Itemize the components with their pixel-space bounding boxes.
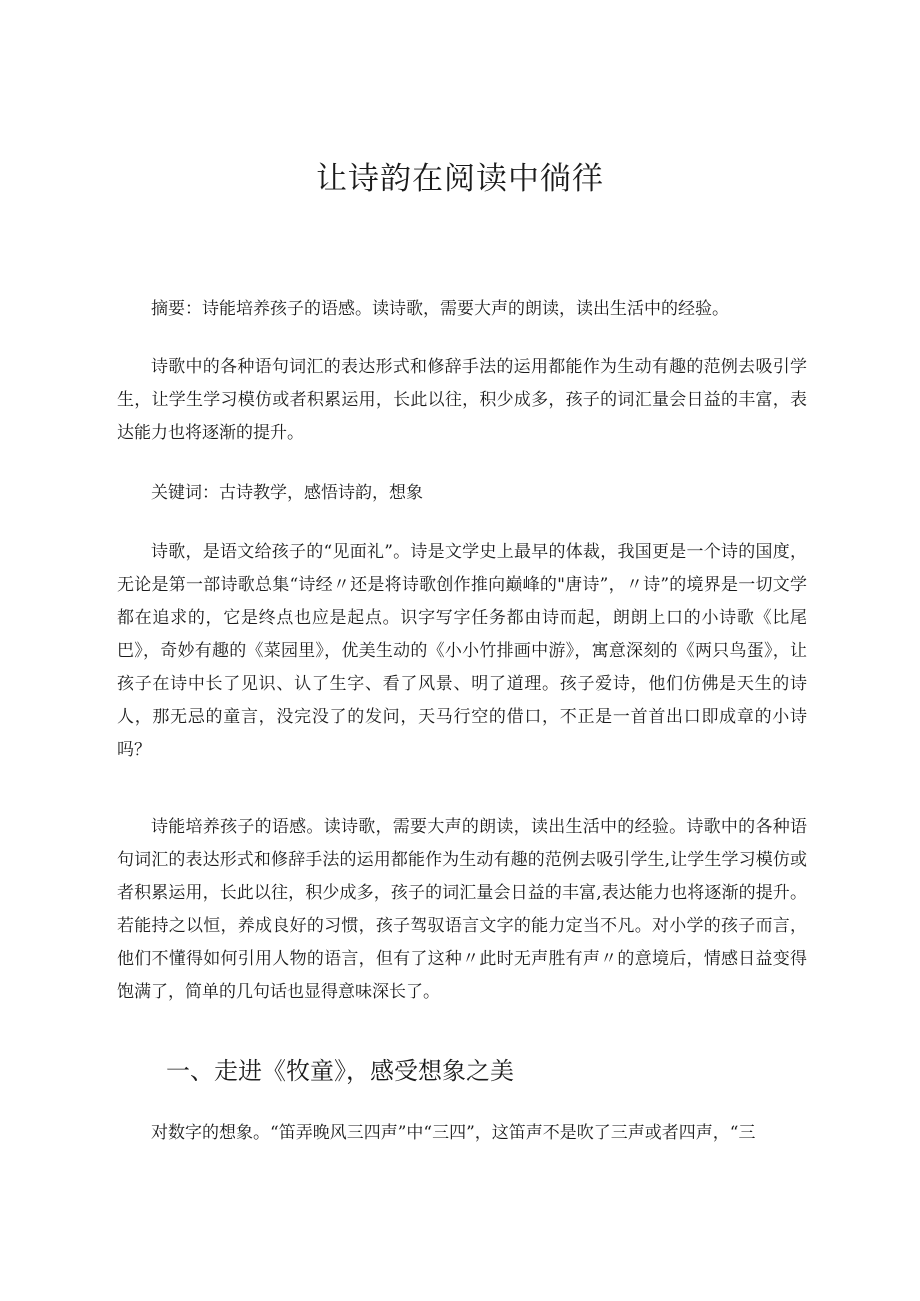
abstract-paragraph: 摘要：诗能培养孩子的语感。读诗歌，需要大声的朗读，读出生活中的经验。 [151, 299, 729, 319]
body-paragraph-2: 诗能培养孩子的语感。读诗歌，需要大声的朗读，读出生活中的经验。诗歌中的各种语句词汇的表达形式和修辞手法的运用都能作为生动有趣的范例去吸引学生,让学生学习模仿或者积累运用，长此以往，积少成多，孩子的词汇量会日益的丰富,表达能力也将逐渐的提升。若能持之以恒，养成良好的习惯，孩子驾驭语言文字的能力定当不凡。对小学的孩子而言，他们不懂得如何引用人物的语言，但有了这种〃此时无声胜有声〃的意境后，情感日益变得饱满了，简单的几句话也显得意味深长了。 [117, 817, 807, 1002]
keywords-paragraph: 关键词：古诗教学，感悟诗韵，想象 [151, 483, 423, 503]
abstract-body-paragraph: 诗歌中的各种语句词汇的表达形式和修辞手法的运用都能作为生动有趣的范例去吸引学生，让学生学习模仿或者积累运用，长此以往，积少成多，孩子的词汇量会日益的丰富，表达能力也将逐渐的提升。 [117, 357, 807, 443]
document-title: 让诗韵在阅读中徜徉 [316, 161, 604, 197]
section-paragraph: 对数字的想象。“笛弄晚风三四声”中“三四”，这笛声不是吹了三声或者四声，“三 [151, 1123, 756, 1143]
section-heading: 一、走进《牧童》，感受想象之美 [166, 1057, 514, 1085]
body-paragraph-1: 诗歌，是语文给孩子的“见面礼”。诗是文学史上最早的体裁，我国更是一个诗的国度，无论是第一部诗歌总集“诗经〃还是将诗歌创作推向巅峰的"唐诗”，〃诗”的境界是一切文学都在追求的，它是终点也应是起点。识字写字任务都由诗而起，朗朗上口的小诗歌《比尾巴》，奇妙有趣的《菜园里》，优美生动的《小小竹排画中游》，寓意深刻的《两只鸟蛋》，让孩子在诗中长了见识、认了生字、看了风景、明了道理。孩子爱诗，他们仿佛是天生的诗人，那无忌的童言，没完没了的发问，天马行空的借口，不正是一首首出口即成章的小诗吗？ [117, 542, 807, 760]
